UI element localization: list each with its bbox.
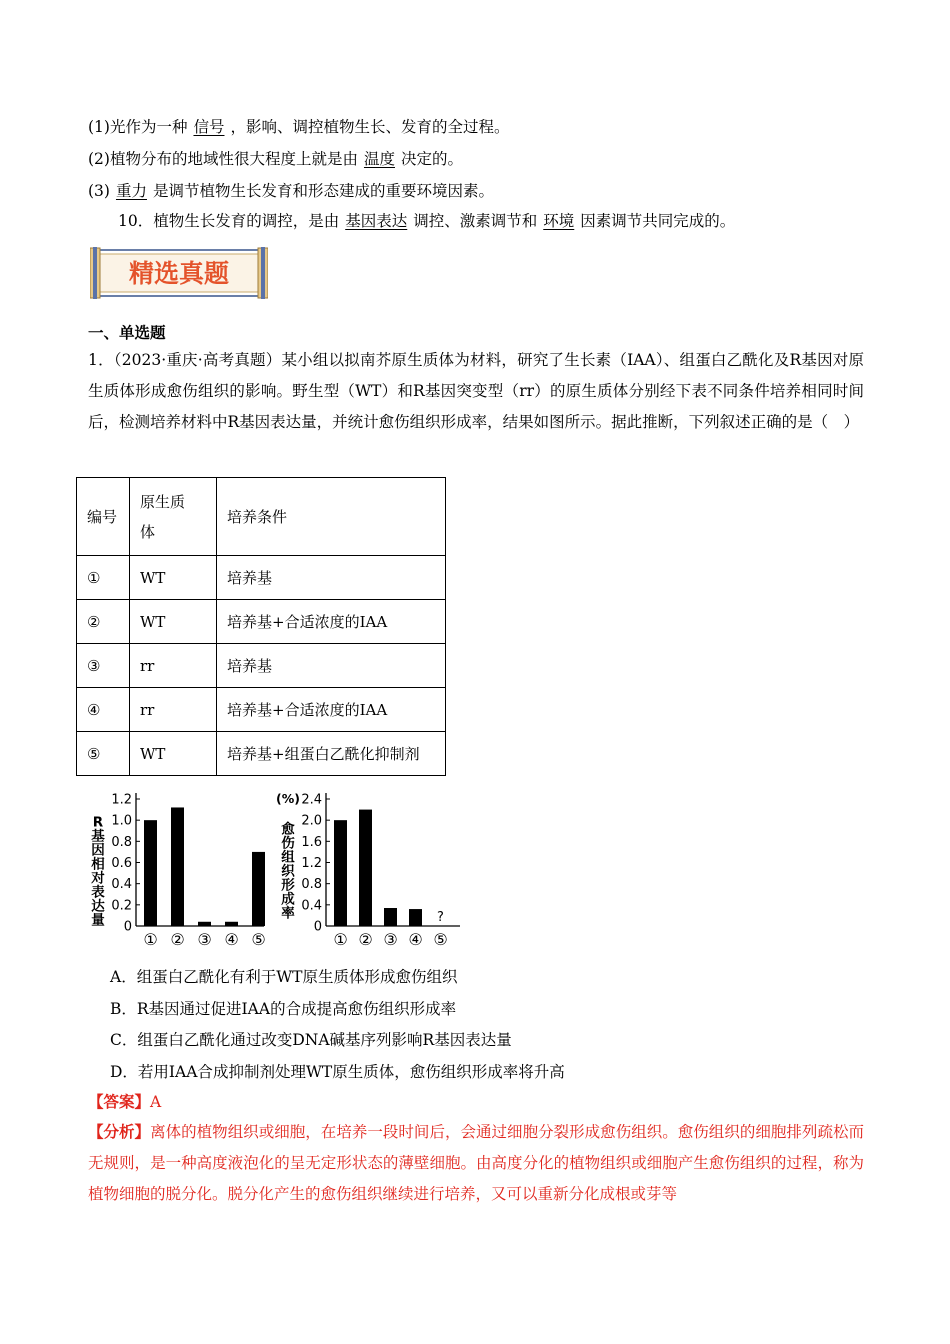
- r-gene-expression-chart: [86, 787, 270, 951]
- row-condition: 培养基+合适浓度的IAA: [217, 688, 446, 732]
- x-tick-label: ②: [170, 930, 185, 949]
- intro-text: ，影响、调控植物生长、发育的全过程。: [230, 118, 510, 136]
- x-tick-label: ②: [358, 930, 373, 949]
- intro-line-3: [88, 180, 494, 202]
- y-axis-label-char: 形: [281, 877, 295, 894]
- intro-line-4: [118, 210, 735, 232]
- intro-text: (3): [88, 182, 110, 200]
- intro-text: 决定的。: [400, 150, 463, 168]
- y-tick-label: 2.4: [301, 792, 322, 808]
- row-condition: 培养基: [217, 556, 446, 600]
- option-c[interactable]: C．组蛋白乙酰化通过改变DNA碱基序列影响R基因表达量: [110, 1031, 512, 1049]
- y-axis-label-char: 表: [91, 884, 105, 901]
- bar: [171, 807, 184, 926]
- row-type: rr: [130, 644, 217, 688]
- option-b[interactable]: B．R基因通过促进IAA的合成提高愈伤组织形成率: [110, 1000, 457, 1018]
- table-row: [77, 732, 446, 776]
- y-tick-label: 0.8: [111, 834, 132, 850]
- y-axis-label: [281, 821, 295, 922]
- y-tick-label: 0.8: [301, 877, 322, 893]
- y-tick-label: 0: [313, 919, 322, 935]
- fill-blank: 重力: [115, 182, 147, 200]
- x-tick-label: ③: [383, 930, 398, 949]
- section-title: 一、单选题: [88, 323, 166, 342]
- row-type: rr: [130, 688, 217, 732]
- y-axis-label-char: 量: [91, 912, 105, 929]
- answer-value: A: [150, 1093, 162, 1111]
- x-tick-label: ④: [224, 930, 239, 949]
- fill-blank: 温度: [363, 150, 395, 168]
- row-type: WT: [130, 732, 217, 776]
- y-axis-label-char: 对: [91, 870, 105, 887]
- y-tick-label: 0.4: [111, 877, 132, 893]
- row-number: ②: [77, 600, 130, 644]
- intro-text: 10．植物生长发育的调控，是由: [118, 212, 340, 230]
- header-cell: 编号: [77, 478, 130, 556]
- question-text: 1．（2023·重庆·高考真题）某小组以拟南芥原生质体为材料，研究了生长素（IAA）、组蛋白乙酰化及R基因对原生质体形成愈伤组织的影响。野生型（WT）和R基因突变型（rr）的原生质体分别经下表不同条件培养相同时间后，检测培养材料中R基因表达量，并统计愈伤组织形成率，结果如图所示。据此推断，下列叙述正确的是（ ）: [88, 351, 864, 431]
- y-axis-label-char: 组: [281, 849, 295, 866]
- intro-line-1: [88, 116, 510, 138]
- fill-blank: 环境: [543, 212, 575, 230]
- intro-text: (2)植物分布的地域性很大程度上就是由: [88, 150, 358, 168]
- row-condition: 培养基+组蛋白乙酰化抑制剂: [217, 732, 446, 776]
- conditions-table: [76, 477, 446, 776]
- y-tick-label: 2.0: [301, 813, 322, 829]
- y-axis-label-char: 伤: [281, 835, 295, 852]
- y-tick-label: 0: [123, 919, 132, 935]
- table-header-row: [77, 478, 446, 556]
- y-tick-label: 1.0: [111, 813, 132, 829]
- analysis-paragraph: [88, 1116, 864, 1210]
- y-axis-label-char: 愈: [281, 821, 295, 838]
- header-cell: 培养条件: [217, 478, 446, 556]
- answer-label: 【答案】: [88, 1092, 151, 1111]
- intro-text: 是调节植物生长发育和形态建成的重要环境因素。: [152, 182, 494, 200]
- y-axis-label-char: 率: [281, 905, 295, 922]
- row-condition: 培养基+合适浓度的IAA: [217, 600, 446, 644]
- bar: [334, 820, 347, 926]
- y-axis-label: [90, 815, 105, 929]
- bar: [225, 922, 238, 926]
- row-number: ①: [77, 556, 130, 600]
- y-tick-label: 1.2: [111, 792, 132, 808]
- x-tick-label: ⑤: [251, 930, 266, 949]
- x-tick-label: ③: [197, 930, 212, 949]
- bar: [409, 909, 422, 926]
- answer-line: [88, 1090, 161, 1112]
- y-axis-label-char: 织: [281, 863, 295, 880]
- table-row: [77, 600, 446, 644]
- row-type: WT: [130, 600, 217, 644]
- fill-blank: 信号: [193, 118, 225, 136]
- y-tick-label: 0.6: [111, 856, 132, 871]
- bar: [359, 810, 372, 926]
- bar: [144, 820, 157, 926]
- header-wrap-text: 原生质体: [140, 492, 186, 541]
- table-row: [77, 688, 446, 732]
- intro-line-2: [88, 148, 463, 170]
- intro-text: 调控、激素调节和: [413, 212, 538, 230]
- x-tick-label: ①: [143, 930, 158, 949]
- y-tick-label: 1.2: [301, 856, 322, 871]
- callus-formation-rate-chart: [276, 787, 466, 951]
- table-row: [77, 644, 446, 688]
- intro-text: 因素调节共同完成的。: [580, 212, 736, 230]
- y-tick-label: 0.4: [301, 898, 322, 914]
- bar: [384, 908, 397, 926]
- row-number: ⑤: [77, 732, 130, 776]
- y-tick-label: 0.2: [111, 898, 132, 914]
- y-axis-label-char: R: [92, 814, 104, 831]
- y-axis-label-char: 基: [91, 828, 105, 845]
- option-a[interactable]: A．组蛋白乙酰化有利于WT原生质体形成愈伤组织: [110, 968, 458, 986]
- analysis-label: 【分析】: [88, 1122, 151, 1141]
- header-cell: [130, 478, 217, 556]
- banner-title: 精选真题: [128, 259, 230, 288]
- row-condition: 培养基: [217, 644, 446, 688]
- table-row: [77, 556, 446, 600]
- missing-value-label: ?: [437, 910, 444, 925]
- bar: [252, 852, 265, 926]
- row-type: WT: [130, 556, 217, 600]
- analysis-text: 离体的植物组织或细胞，在培养一段时间后，会通过细胞分裂形成愈伤组织。愈伤组织的细胞排列疏松而无规则，是一种高度液泡化的呈无定形状态的薄壁细胞。由高度分化的植物组织或细胞产生愈伤组织的过程，称为植物细胞的脱分化。脱分化产生的愈伤组织继续进行培养，又可以重新分化成根或芽等: [88, 1123, 864, 1203]
- x-tick-label: ④: [408, 930, 423, 949]
- y-axis-label-char: 相: [91, 856, 105, 873]
- x-tick-label: ⑤: [433, 930, 448, 949]
- y-axis-label-char: 成: [281, 891, 295, 908]
- bar: [198, 922, 211, 926]
- y-axis-label-char: 达: [91, 898, 105, 915]
- y-axis-label-char: 因: [91, 842, 105, 859]
- y-axis-unit: (%): [276, 791, 300, 806]
- row-number: ④: [77, 688, 130, 732]
- row-number: ③: [77, 644, 130, 688]
- option-d[interactable]: D．若用IAA合成抑制剂处理WT原生质体，愈伤组织形成率将升高: [110, 1063, 565, 1081]
- section-banner: [90, 247, 268, 299]
- intro-text: (1)光作为一种: [88, 118, 188, 136]
- fill-blank: 基因表达: [345, 212, 408, 230]
- x-tick-label: ①: [333, 930, 348, 949]
- y-tick-label: 1.6: [301, 834, 322, 850]
